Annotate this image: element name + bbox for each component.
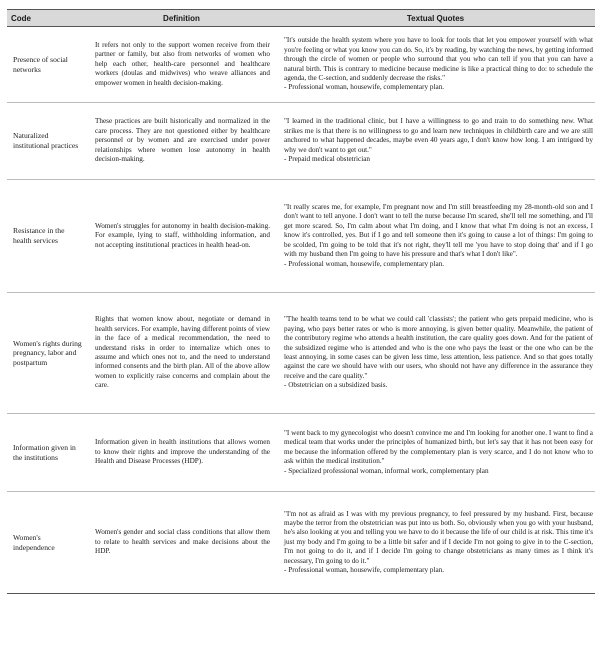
row-quote-source: - Professional woman, housewife, complementary plan. [284,566,445,575]
row-quote-source: - Obstetrician on a subsidized basis. [284,381,388,390]
row-quote-cell [276,180,595,293]
row-quote-source: - Specialized professional woman, informal work, complementary plan [284,466,489,475]
row-quote: "I learned in the traditional clinic, but I have a willingness to go and train to do something new. What strikes me is that there is no willingness to go and learn new techniques in childbirth care and we are still anchored to what happened decades, maybe even 40 years ago, I don't know how long. I am intrigued by why we don't want to get out." [284,117,593,154]
row-definition: It refers not only to the support women receive from their partner or family, but also from networks of women who help each other, health-care personnel and healthcare workers (doulas and midwives) who weave alliances and empower women in health decision-making. [87,27,276,103]
table-row [7,414,595,492]
table-row [7,27,595,103]
row-quote-cell [276,27,595,103]
row-quote-cell [276,414,595,492]
row-code: Information given in the institutions [7,414,87,492]
row-code: Women's independence [7,492,87,594]
table-row [7,180,595,293]
row-code: Women's rights during pregnancy, labor and postpartum [7,293,87,414]
table-row [7,492,595,594]
row-definition: Rights that women know about, negotiate or demand in health services. For example, having different points of view in the face of a medical recommendation, the need to understand risks in order to internalize which ones to assume and which ones not to, and the need to understand informed consents and the birth plan. All of the above allow women to explicitly raise concerns and complain about the care. [87,293,276,414]
row-definition: Information given in health institutions that allows women to know their rights and improve the understanding of the Health and Disease Processes (HDP). [87,414,276,492]
row-quote: "It's outside the health system where you have to look for tools that let you empower yourself with what you're feeling or what you know you can do. So, it's by reading, by watching the news, by getting informed through the circle of women or people who surround that you who can tell if you that you can have a natural birth. This is contrary to medicine because medicine is like a practical thing to do: to schedule the agenda, the C-section, and suddenly decrease the risks." [284,36,593,82]
table-row [7,293,595,414]
codes-table [7,9,595,594]
row-quote-source: - Professional woman, housewife, complementary plan. [284,83,445,92]
row-quote: "I'm not as afraid as I was with my previous pregnancy, to feel pressured by my husband. First, because maybe the terror from the obstetrician was put into us both. So, obviously when you go with your husband, he's also looking at you and telling you we have to do it because the life of our child is at risk. This time it's just my body and I'm going to be a little bit safer and if I decide I'm not going to give in to the C-section, I'm not going to do it, and if I decide I'm going to change obstetricians as many times as I think it's necessary, I'm going to do it." [284,509,593,565]
row-quote-source: - Professional woman, housewife, complementary plan. [284,259,445,268]
row-quote: "The health teams tend to be what we could call 'classists'; the patient who gets prepaid medicine, who is paying, who pays better rates or who is more annoying, is given better quality. Meanwhile, the patient of the contributory regime who attends a health institution, the care quality goes down. And for the patient of the subsidized regime who is attended and who is the one who pays the least or the one who can be the least annoying, in some cases can be given less time, less attention, less patience. And so that goes totally against the care we should have with our users, who should not have any difference in the assurance they receive and the care quality." [284,315,593,380]
header-quotes: Textual Quotes [276,10,595,27]
row-code: Presence of social networks [7,27,87,103]
row-quote-source: - Prepaid medical obstetrician [284,155,371,164]
header-code: Code [7,10,87,27]
row-code: Naturalized institutional practices [7,103,87,180]
row-quote-cell [276,103,595,180]
header-definition: Definition [87,10,276,27]
row-quote-cell [276,492,595,594]
row-definition: Women's gender and social class conditions that allow them to relate to health services and make decisions about the HDP. [87,492,276,594]
row-definition: Women's struggles for autonomy in health decision-making. For example, lying to staff, withholding information, and not accepting institutional practices in health head-on. [87,180,276,293]
row-quote: "It really scares me, for example, I'm pregnant now and I'm still breastfeeding my 28-month-old son and I don't want to tell anyone. I don't want to tell the nurse because I'm scared, she'll tell me something, and I'll get more scared. So, I'm calm about what I'm doing, and I know that what I'm doing is not an excess, I know it's controlled, yes. But if I go and tell someone then it's going to cause a lot of things: I'm going to be scolded, I'm going to be told that it's not right, they'll tell me 'you have to stop doing that' and if I go with my husband then I'm going to have his pressure and that's what I don't like". [284,203,593,259]
row-quote: "I went back to my gynecologist who doesn't convince me and I'm looking for another one. I want to find a medical team that works under the principles of humanized birth, but let's say that it has not been easy for me because the information offered by the complementary plan is very scarce, and I do not know who to ask within the medical institution." [284,428,593,466]
row-definition: These practices are built historically and normalized in the care process. They are not questioned either by healthcare personnel or by women and are exercised under power relationships where women lose autonomy in health decision-making. [87,103,276,180]
table-header-row [7,10,595,27]
row-quote-cell [276,293,595,414]
row-code: Resistance in the health services [7,180,87,293]
table-row [7,103,595,180]
